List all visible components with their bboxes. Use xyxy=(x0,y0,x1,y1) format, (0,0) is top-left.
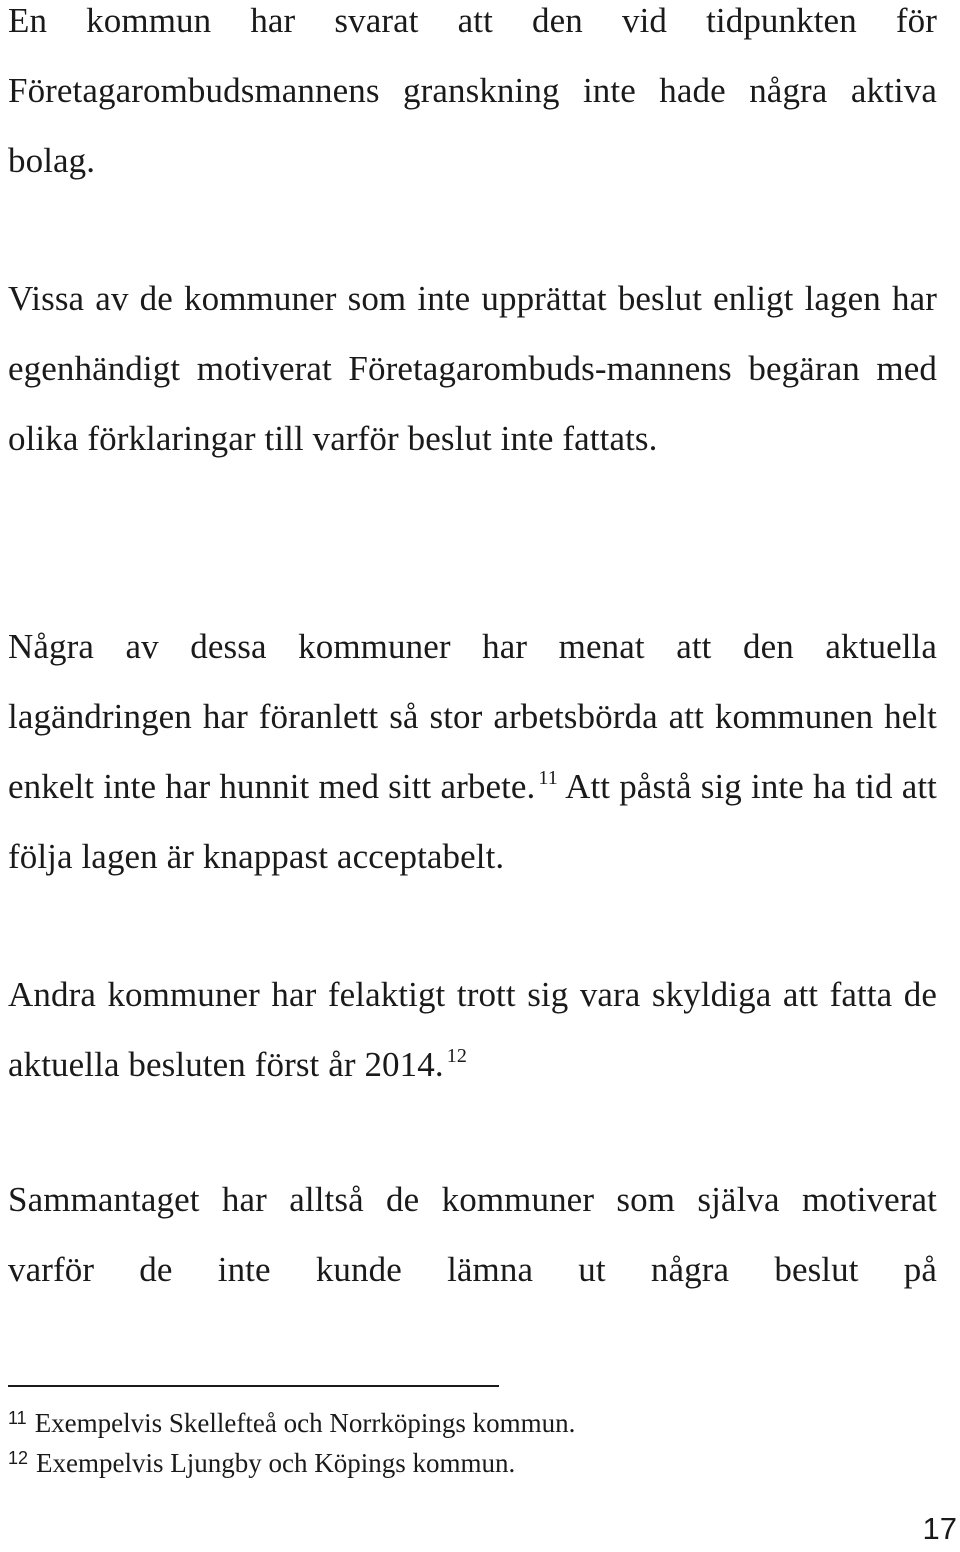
paragraph-3-text: Några av dessa kommuner har menat att den aktuella lagändringen har föranlett så stor arbetsbörda att kommunen helt enkelt inte har hunnit med sitt arbete. xyxy=(8,627,937,806)
footnote-number: 12 xyxy=(8,1448,29,1468)
paragraph-4-text: Andra kommuner har felaktigt trott sig vara skyldiga att fatta de aktuella besluten först år 2014. xyxy=(8,975,937,1084)
footnote-separator xyxy=(8,1385,499,1387)
footnote-text: Exempelvis Ljungby och Köpings kommun. xyxy=(36,1448,516,1478)
paragraph-3-continuation: Att påstå sig inte ha tid att följa lagen är knappast acceptabelt. xyxy=(8,767,937,876)
page-number: 17 xyxy=(922,1511,957,1546)
paragraph-4 xyxy=(8,960,937,1100)
paragraph-5: Sammantaget har alltså de kommuner som själva motiverat varför de inte kunde lämna ut några beslut på xyxy=(8,1180,937,1289)
footnote-11 xyxy=(8,1404,575,1445)
paragraph-2: Vissa av de kommuner som inte upprättat beslut enligt lagen har egenhändigt motiverat Företagarombuds-mannens begäran med olika förklaringar till varför beslut inte fattats. xyxy=(8,279,937,458)
footnote-text: Exempelvis Skellefteå och Norrköpings kommun. xyxy=(34,1408,576,1438)
paragraph-3 xyxy=(8,612,937,892)
footnote-number: 11 xyxy=(8,1408,27,1428)
footnote-12 xyxy=(8,1444,515,1485)
footnote-reference-12: 12 xyxy=(446,1045,467,1067)
footnote-reference-11: 11 xyxy=(538,767,558,789)
paragraph-1: En kommun har svarat att den vid tidpunkten för Företagarombudsmannens granskning inte hade några aktiva bolag. xyxy=(8,1,937,180)
